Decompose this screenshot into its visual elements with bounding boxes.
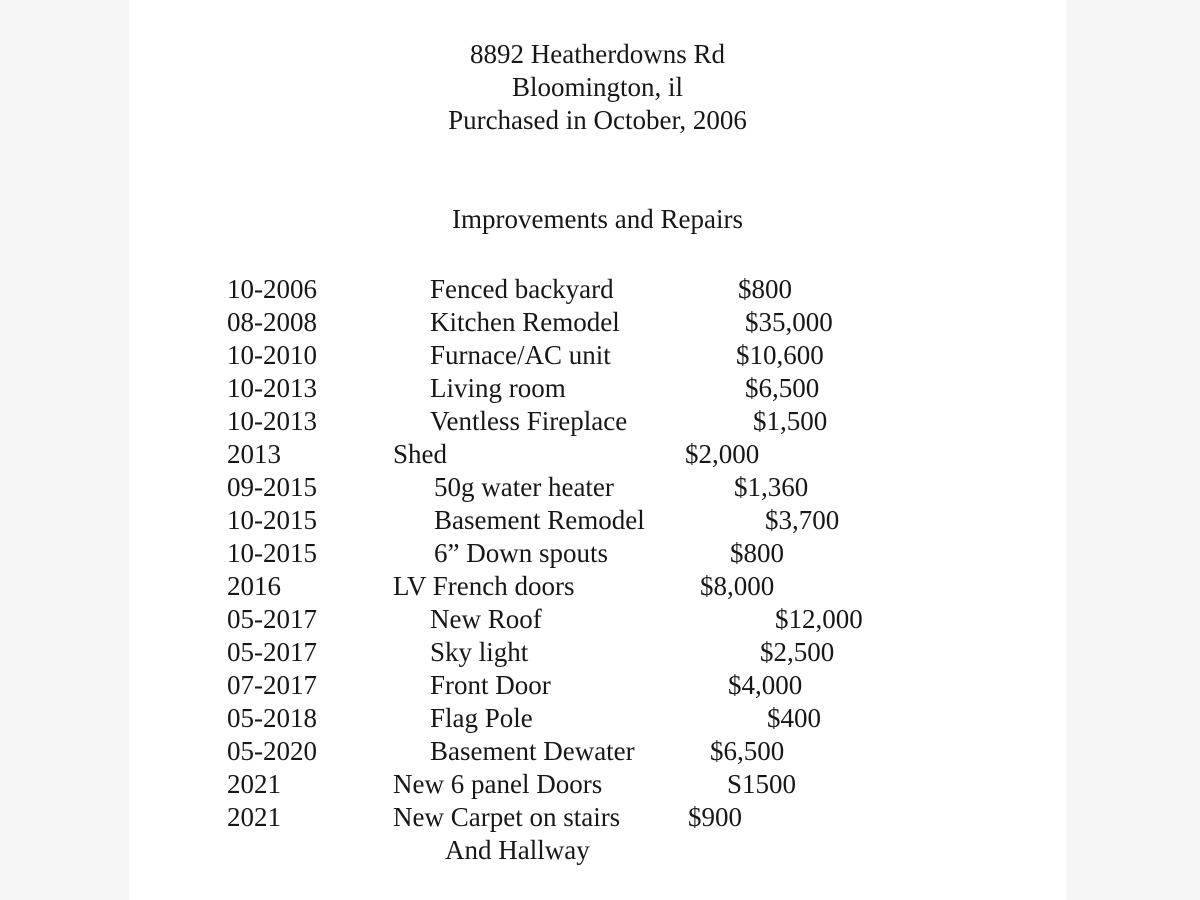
entry-description: Flag Pole	[430, 703, 533, 733]
entry-amount: $800	[738, 274, 792, 304]
entry-date: 2021	[227, 769, 281, 799]
entry-row	[129, 570, 1066, 603]
entry-date: 07-2017	[227, 670, 317, 700]
entry-amount: $6,500	[710, 736, 785, 766]
entry-amount: $1,360	[734, 472, 809, 502]
entry-amount: $10,600	[736, 340, 824, 370]
entry-row	[129, 801, 1066, 834]
entry-amount: $12,000	[775, 604, 863, 634]
entry-row	[129, 537, 1066, 570]
entry-description: Kitchen Remodel	[430, 307, 620, 337]
entry-row	[129, 273, 1066, 306]
entry-row	[129, 702, 1066, 735]
entry-amount: $900	[688, 802, 742, 832]
entry-description: Basement Remodel	[434, 505, 645, 535]
entry-date: 05-2020	[227, 736, 317, 766]
entry-description: Living room	[430, 373, 566, 403]
entry-row	[129, 471, 1066, 504]
entry-amount: $400	[767, 703, 821, 733]
entry-date: 2013	[227, 439, 281, 469]
entry-row	[129, 603, 1066, 636]
entry-date: 2021	[227, 802, 281, 832]
entry-row	[129, 768, 1066, 801]
entry-description: New 6 panel Doors	[393, 769, 603, 799]
entry-description: 6” Down spouts	[434, 538, 608, 568]
entry-date: 05-2017	[227, 637, 317, 667]
address-line-1: 8892 Heatherdowns Rd	[470, 39, 725, 69]
entry-date: 10-2006	[227, 274, 317, 304]
entry-row	[129, 339, 1066, 372]
entry-description: LV French doors	[393, 571, 575, 601]
entry-description: Front Door	[430, 670, 551, 700]
entry-description: Furnace/AC unit	[430, 340, 611, 370]
entry-row	[129, 735, 1066, 768]
entry-description: Ventless Fireplace	[430, 406, 628, 436]
entry-amount: $6,500	[745, 373, 820, 403]
entry-description: New Carpet on stairs	[393, 802, 621, 832]
entry-date: 08-2008	[227, 307, 317, 337]
entry-date: 05-2017	[227, 604, 317, 634]
entry-amount: $3,700	[765, 505, 840, 535]
entry-amount: $2,500	[760, 637, 835, 667]
entry-date: 09-2015	[227, 472, 317, 502]
entry-amount: $800	[730, 538, 784, 568]
entry-description: Sky light	[430, 637, 529, 667]
entry-description: Basement Dewater	[430, 736, 635, 766]
entry-date: 10-2015	[227, 538, 317, 568]
entry-description: Shed	[393, 439, 447, 469]
entry-date: 10-2015	[227, 505, 317, 535]
entry-continuation-row	[129, 834, 1066, 867]
entry-date: 10-2010	[227, 340, 317, 370]
section-title: Improvements and Repairs	[452, 204, 743, 234]
entry-description: New Roof	[430, 604, 542, 634]
entry-date: 05-2018	[227, 703, 317, 733]
entry-description-continuation: And Hallway	[445, 835, 590, 865]
entry-amount: $35,000	[745, 307, 833, 337]
entry-row	[129, 405, 1066, 438]
entry-amount: $2,000	[685, 439, 760, 469]
entry-date: 10-2013	[227, 373, 317, 403]
entry-row	[129, 306, 1066, 339]
entry-date: 10-2013	[227, 406, 317, 436]
address-line-2: Bloomington, il	[511, 72, 684, 102]
entry-row	[129, 669, 1066, 702]
document-header	[129, 38, 1066, 137]
entry-amount: $1,500	[753, 406, 828, 436]
address-line-3: Purchased in October, 2006	[448, 105, 747, 135]
document-page	[129, 0, 1066, 900]
entry-row	[129, 504, 1066, 537]
entry-row	[129, 438, 1066, 471]
entry-amount: $8,000	[700, 571, 775, 601]
entry-row	[129, 372, 1066, 405]
entry-description: Fenced backyard	[430, 274, 614, 304]
improvements-list	[129, 273, 1066, 867]
entry-description: 50g water heater	[434, 472, 614, 502]
entry-row	[129, 636, 1066, 669]
entry-date: 2016	[227, 571, 281, 601]
entry-amount: $4,000	[728, 670, 803, 700]
entry-amount: S1500	[727, 769, 797, 799]
